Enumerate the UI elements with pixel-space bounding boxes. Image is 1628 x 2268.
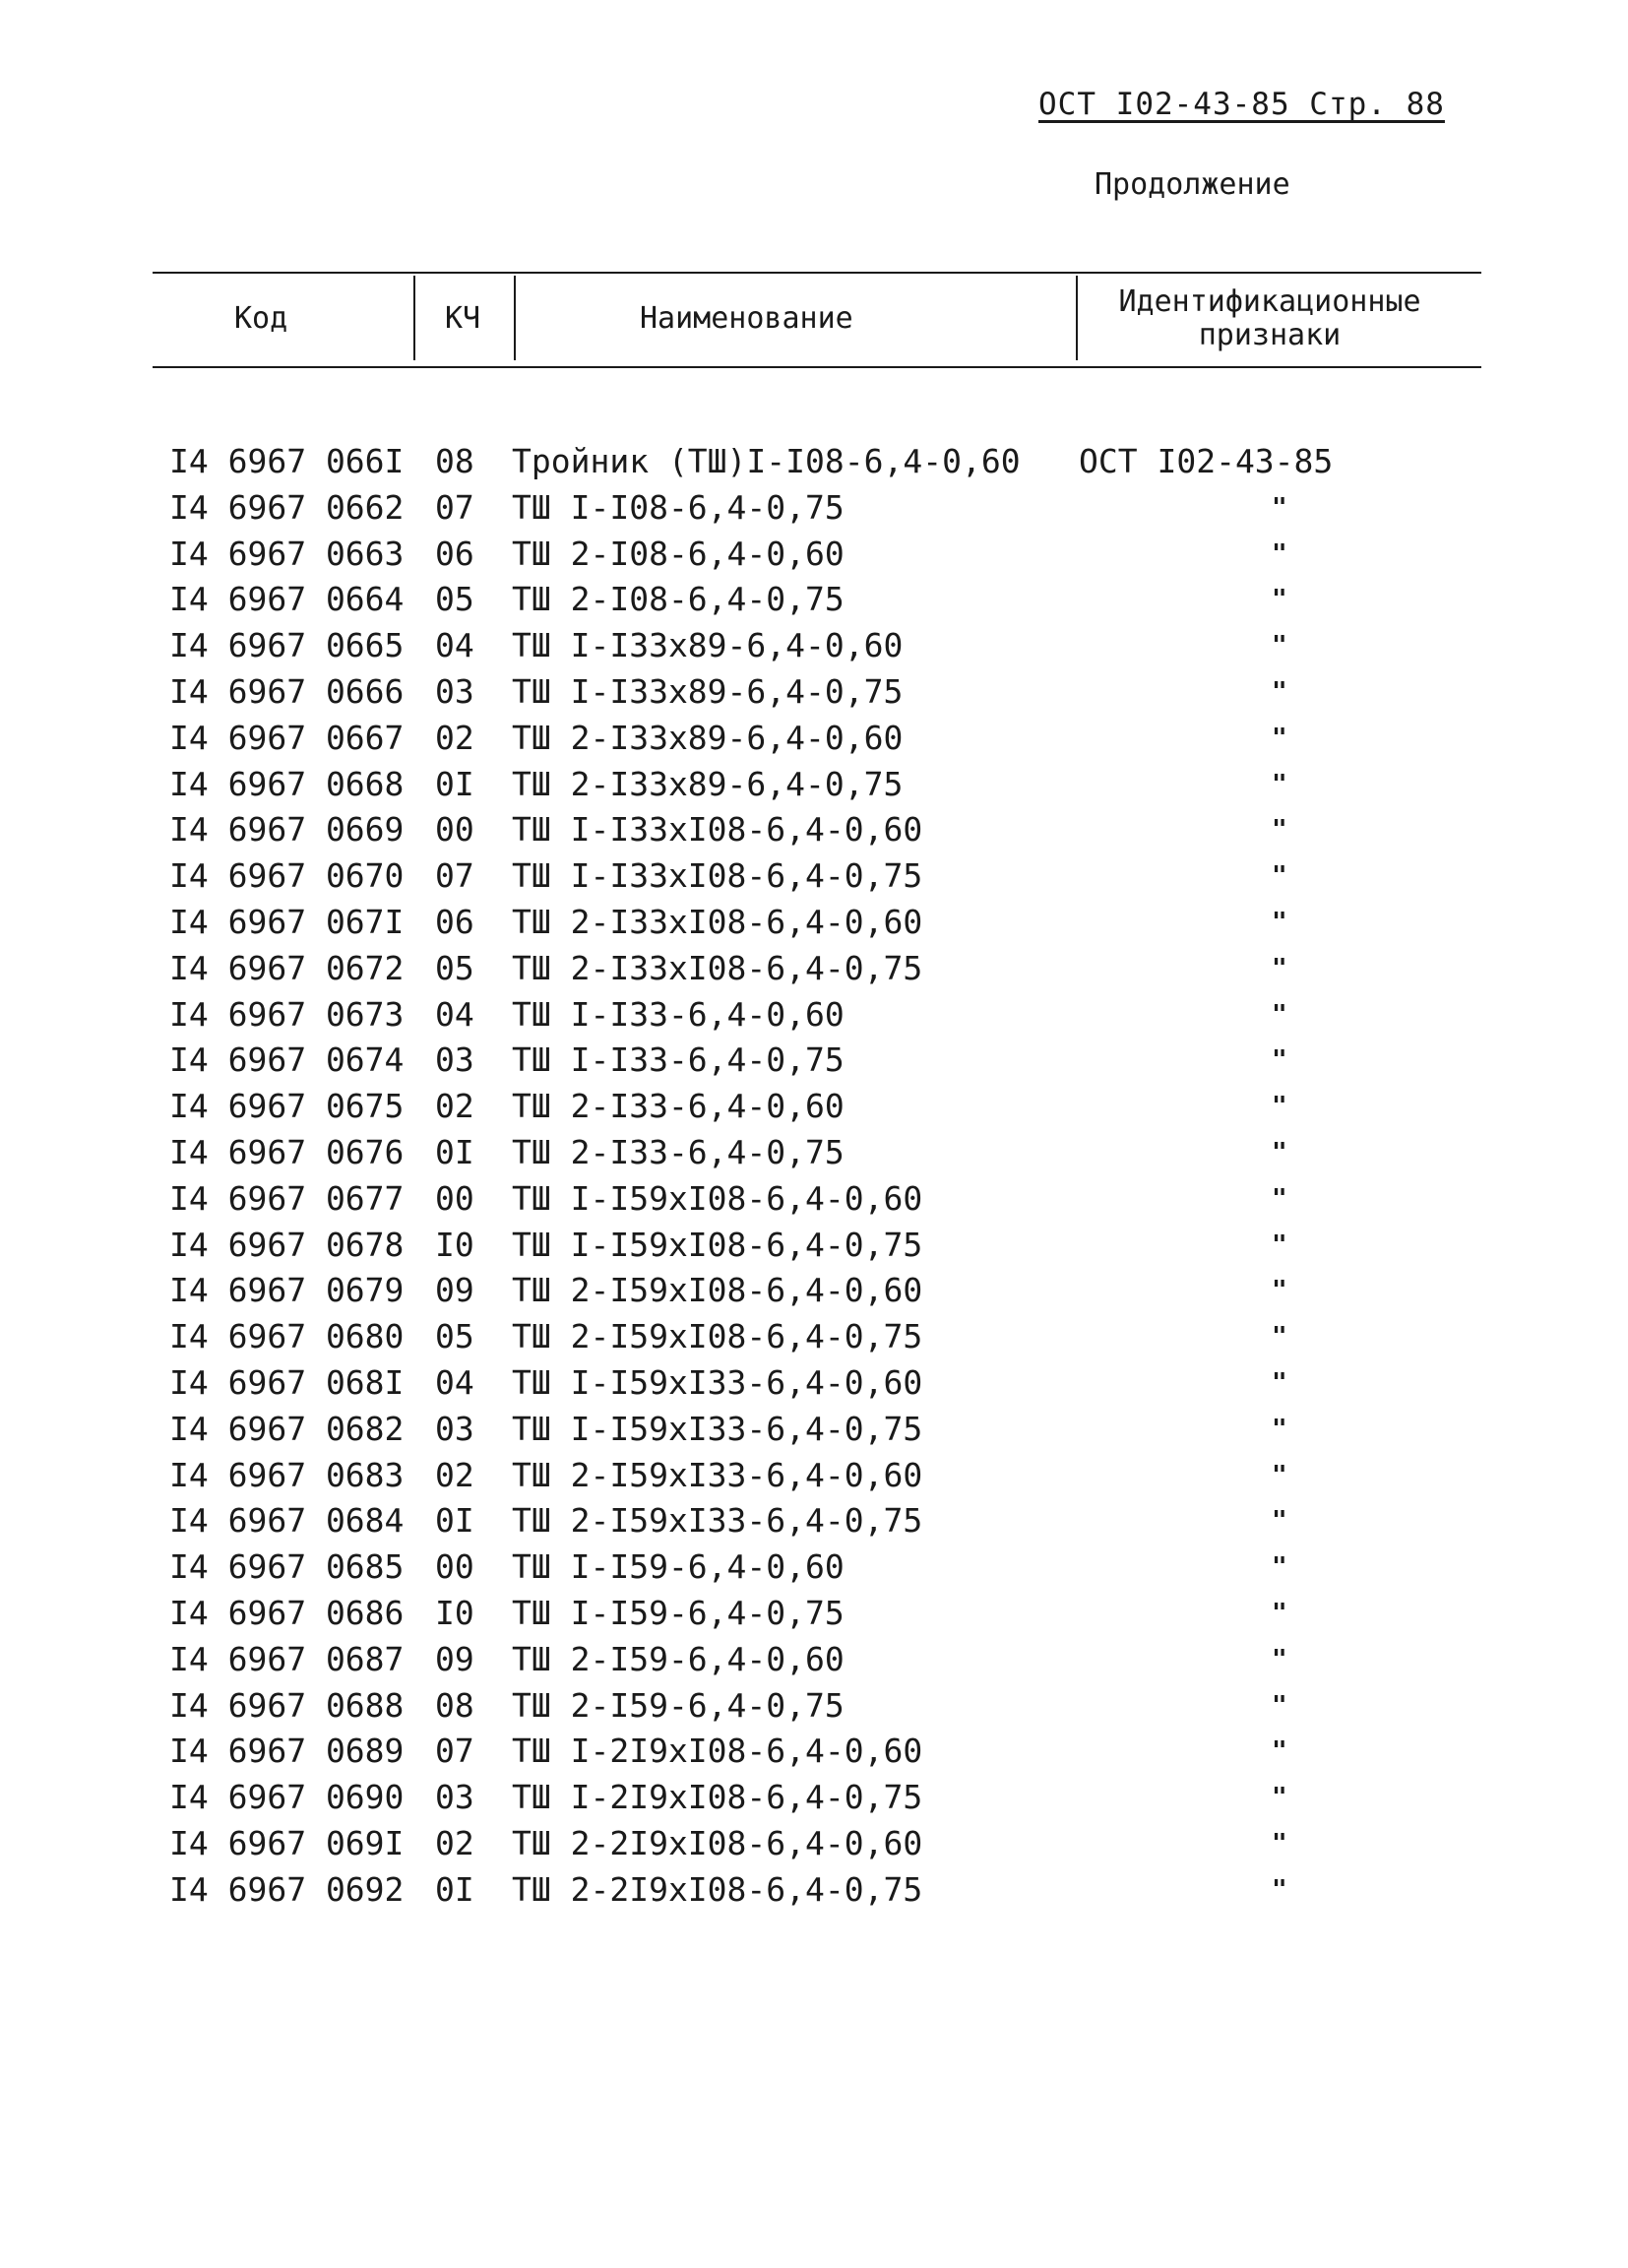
- row-name: ТШ I-I33x89-6,4-0,60: [512, 626, 904, 665]
- row-name: ТШ I-I33xI08-6,4-0,60: [512, 810, 923, 850]
- row-kc: 0I: [435, 1501, 474, 1541]
- row-name: ТШ 2-I33-6,4-0,75: [512, 1132, 845, 1171]
- row-kc: 02: [435, 1087, 474, 1126]
- row-kc: 02: [435, 1455, 474, 1494]
- table-row: [169, 669, 1449, 716]
- table-row: [169, 716, 1449, 762]
- row-name: ТШ I-I33-6,4-0,75: [512, 1040, 845, 1080]
- row-code: I4 6967 0682: [169, 1409, 405, 1448]
- column-header-kc: КЧ: [445, 301, 481, 336]
- row-ditto-mark: ": [1272, 492, 1287, 523]
- row-code: I4 6967 0684: [169, 1501, 405, 1541]
- table-row: [169, 1821, 1449, 1867]
- row-code: I4 6967 0668: [169, 764, 405, 803]
- row-kc: 0I: [435, 764, 474, 803]
- row-code: I4 6967 067I: [169, 902, 405, 941]
- row-name: ТШ 2-I59-6,4-0,60: [512, 1639, 845, 1678]
- row-code: I4 6967 068I: [169, 1362, 405, 1402]
- row-code: I4 6967 0663: [169, 534, 405, 573]
- row-kc: 08: [435, 442, 474, 480]
- row-ditto-mark: ": [1272, 676, 1287, 707]
- row-ditto-mark: ": [1272, 769, 1287, 799]
- table-row: [169, 853, 1449, 900]
- table-row: [169, 1683, 1449, 1730]
- row-code: I4 6967 0678: [169, 1225, 405, 1264]
- row-kc: 03: [435, 1778, 474, 1817]
- table-row: [169, 1453, 1449, 1499]
- row-name: ТШ I-I33xI08-6,4-0,75: [512, 856, 923, 896]
- row-name: Тройник (ТШ)I-I08-6,4-0,60: [512, 442, 1021, 480]
- row-ditto-mark: ": [1272, 1183, 1287, 1214]
- row-ditto-mark: ": [1272, 1460, 1287, 1490]
- row-code: I4 6967 0683: [169, 1455, 405, 1494]
- column-header-name: Наименование: [640, 301, 853, 336]
- row-name: ТШ 2-I08-6,4-0,75: [512, 580, 845, 619]
- row-name: ТШ 2-I33xI08-6,4-0,75: [512, 948, 923, 987]
- row-kc: 07: [435, 856, 474, 896]
- document-reference: ОСТ I02-43-85 Стр. 88: [1038, 87, 1445, 122]
- table-header-rule-top: [153, 272, 1481, 274]
- row-kc: 05: [435, 580, 474, 619]
- row-kc: I0: [435, 1225, 474, 1264]
- row-kc: I0: [435, 1593, 474, 1632]
- row-code: I4 6967 0689: [169, 1732, 405, 1771]
- table-row: [169, 532, 1449, 578]
- row-ditto-mark: ": [1272, 1552, 1287, 1583]
- row-ditto-mark: ": [1272, 1367, 1287, 1398]
- row-ditto-mark: ": [1272, 1690, 1287, 1721]
- row-ditto-mark: ": [1272, 1229, 1287, 1260]
- table-row: [169, 1130, 1449, 1176]
- row-code: I4 6967 066I: [169, 442, 405, 480]
- row-ditto-mark: ": [1272, 999, 1287, 1030]
- column-separator-kc-name: [514, 276, 516, 360]
- table-row: [169, 1223, 1449, 1269]
- row-ditto-mark: ": [1272, 1414, 1287, 1444]
- row-code: I4 6967 0670: [169, 856, 405, 896]
- row-ditto-mark: ": [1272, 1598, 1287, 1628]
- row-kc: 04: [435, 994, 474, 1034]
- row-kc: 02: [435, 1823, 474, 1862]
- row-name: ТШ 2-I08-6,4-0,60: [512, 534, 845, 573]
- row-kc: 02: [435, 718, 474, 757]
- row-name: ТШ I-I59-6,4-0,75: [512, 1593, 845, 1632]
- row-ditto-mark: ": [1272, 1137, 1287, 1167]
- row-ditto-mark: ": [1272, 1783, 1287, 1813]
- row-ditto-mark: ": [1272, 953, 1287, 983]
- table-row: [169, 485, 1449, 532]
- table-row: [169, 577, 1449, 623]
- row-kc: 03: [435, 671, 474, 711]
- table-row: [169, 1591, 1449, 1637]
- table-row: [169, 1268, 1449, 1314]
- row-ditto-mark: ": [1272, 538, 1287, 569]
- row-kc: 00: [435, 1547, 474, 1587]
- row-ditto-mark: ": [1272, 631, 1287, 662]
- row-kc: 03: [435, 1040, 474, 1080]
- row-name: ТШ I-I59xI33-6,4-0,60: [512, 1362, 923, 1402]
- row-kc: 05: [435, 948, 474, 987]
- row-ditto-mark: ": [1272, 1045, 1287, 1076]
- table-row: [169, 946, 1449, 992]
- row-code: I4 6967 0672: [169, 948, 405, 987]
- row-name: ТШ 2-I59xI33-6,4-0,75: [512, 1501, 923, 1541]
- table-body: [169, 439, 1449, 1914]
- row-name: ТШ I-I59xI08-6,4-0,60: [512, 1178, 923, 1218]
- table-row: [169, 1867, 1449, 1914]
- row-name: ТШ 2-I59xI08-6,4-0,75: [512, 1317, 923, 1356]
- row-kc: 05: [435, 1317, 474, 1356]
- row-name: ТШ I-I59xI33-6,4-0,75: [512, 1409, 923, 1448]
- row-code: I4 6967 0686: [169, 1593, 405, 1632]
- row-name: ТШ 2-I59-6,4-0,75: [512, 1685, 845, 1725]
- row-code: I4 6967 0664: [169, 580, 405, 619]
- row-ditto-mark: ": [1272, 1276, 1287, 1306]
- row-name: ТШ I-2I9xI08-6,4-0,75: [512, 1778, 923, 1817]
- row-name: ТШ 2-I59xI33-6,4-0,60: [512, 1455, 923, 1494]
- row-code: I4 6967 0690: [169, 1778, 405, 1817]
- row-name: ТШ I-I59xI08-6,4-0,75: [512, 1225, 923, 1264]
- row-kc: 09: [435, 1639, 474, 1678]
- row-ditto-mark: ": [1272, 861, 1287, 892]
- row-code: I4 6967 0687: [169, 1639, 405, 1678]
- row-ident: ОСТ I02-43-85: [1079, 442, 1334, 480]
- table-row: [169, 1544, 1449, 1591]
- column-header-code: Код: [234, 301, 288, 336]
- table-row: [169, 1637, 1449, 1683]
- row-ditto-mark: ": [1272, 1322, 1287, 1353]
- row-name: ТШ 2-I33x89-6,4-0,75: [512, 764, 904, 803]
- row-ditto-mark: ": [1272, 585, 1287, 615]
- row-code: I4 6967 0685: [169, 1547, 405, 1587]
- row-ditto-mark: ": [1272, 815, 1287, 846]
- table-row: [169, 1314, 1449, 1360]
- row-code: I4 6967 0677: [169, 1178, 405, 1218]
- column-separator-name-ident: [1076, 276, 1078, 360]
- row-code: I4 6967 0680: [169, 1317, 405, 1356]
- table-row: [169, 1176, 1449, 1223]
- table-row: [169, 900, 1449, 946]
- row-name: ТШ 2-I33x89-6,4-0,60: [512, 718, 904, 757]
- row-name: ТШ I-I33x89-6,4-0,75: [512, 671, 904, 711]
- table-row: [169, 1360, 1449, 1407]
- table-row: [169, 1775, 1449, 1821]
- row-ditto-mark: ": [1272, 1506, 1287, 1537]
- row-kc: 0I: [435, 1869, 474, 1909]
- table-row: [169, 762, 1449, 808]
- row-name: ТШ 2-2I9xI08-6,4-0,75: [512, 1869, 923, 1909]
- table-row: [169, 1084, 1449, 1130]
- row-ditto-mark: ": [1272, 1828, 1287, 1858]
- row-code: I4 6967 0688: [169, 1685, 405, 1725]
- row-name: ТШ 2-I33xI08-6,4-0,60: [512, 902, 923, 941]
- row-kc: 04: [435, 1362, 474, 1402]
- row-code: I4 6967 0674: [169, 1040, 405, 1080]
- table-row: [169, 623, 1449, 669]
- row-kc: 08: [435, 1685, 474, 1725]
- row-code: I4 6967 0673: [169, 994, 405, 1034]
- table-header-rule-bottom: [153, 366, 1481, 368]
- row-kc: 07: [435, 1732, 474, 1771]
- table-row: [169, 1729, 1449, 1775]
- row-name: ТШ 2-2I9xI08-6,4-0,60: [512, 1823, 923, 1862]
- row-ditto-mark: ": [1272, 1644, 1287, 1674]
- row-code: I4 6967 0675: [169, 1087, 405, 1126]
- row-name: ТШ I-I33-6,4-0,60: [512, 994, 845, 1034]
- row-name: ТШ 2-I33-6,4-0,60: [512, 1087, 845, 1126]
- row-code: I4 6967 0666: [169, 671, 405, 711]
- row-name: ТШ I-I08-6,4-0,75: [512, 487, 845, 527]
- table-row: [169, 992, 1449, 1039]
- row-name: ТШ I-2I9xI08-6,4-0,60: [512, 1732, 923, 1771]
- table-row: [169, 1038, 1449, 1084]
- row-ditto-mark: ": [1272, 1874, 1287, 1905]
- continuation-label: Продолжение: [1095, 167, 1290, 202]
- table-row: [169, 807, 1449, 853]
- row-ditto-mark: ": [1272, 1736, 1287, 1767]
- column-header-ident: Идентификационные признаки: [1118, 284, 1421, 352]
- row-kc: 0I: [435, 1132, 474, 1171]
- row-name: ТШ I-I59-6,4-0,60: [512, 1547, 845, 1587]
- row-kc: 03: [435, 1409, 474, 1448]
- row-code: I4 6967 0692: [169, 1869, 405, 1909]
- row-kc: 07: [435, 487, 474, 527]
- row-kc: 06: [435, 534, 474, 573]
- row-kc: 09: [435, 1271, 474, 1310]
- row-kc: 00: [435, 1178, 474, 1218]
- row-name: ТШ 2-I59xI08-6,4-0,60: [512, 1271, 923, 1310]
- row-code: I4 6967 069I: [169, 1823, 405, 1862]
- row-ditto-mark: ": [1272, 723, 1287, 753]
- row-code: I4 6967 0676: [169, 1132, 405, 1171]
- row-code: I4 6967 0669: [169, 810, 405, 850]
- row-code: I4 6967 0665: [169, 626, 405, 665]
- table-row: [169, 439, 1449, 485]
- table-row: [169, 1407, 1449, 1453]
- row-kc: 00: [435, 810, 474, 850]
- table-row: [169, 1498, 1449, 1544]
- row-ditto-mark: ": [1272, 1092, 1287, 1122]
- row-code: I4 6967 0667: [169, 718, 405, 757]
- row-kc: 04: [435, 626, 474, 665]
- row-kc: 06: [435, 902, 474, 941]
- row-code: I4 6967 0662: [169, 487, 405, 527]
- row-ditto-mark: ": [1272, 907, 1287, 937]
- row-code: I4 6967 0679: [169, 1271, 405, 1310]
- column-separator-code-kc: [413, 276, 415, 360]
